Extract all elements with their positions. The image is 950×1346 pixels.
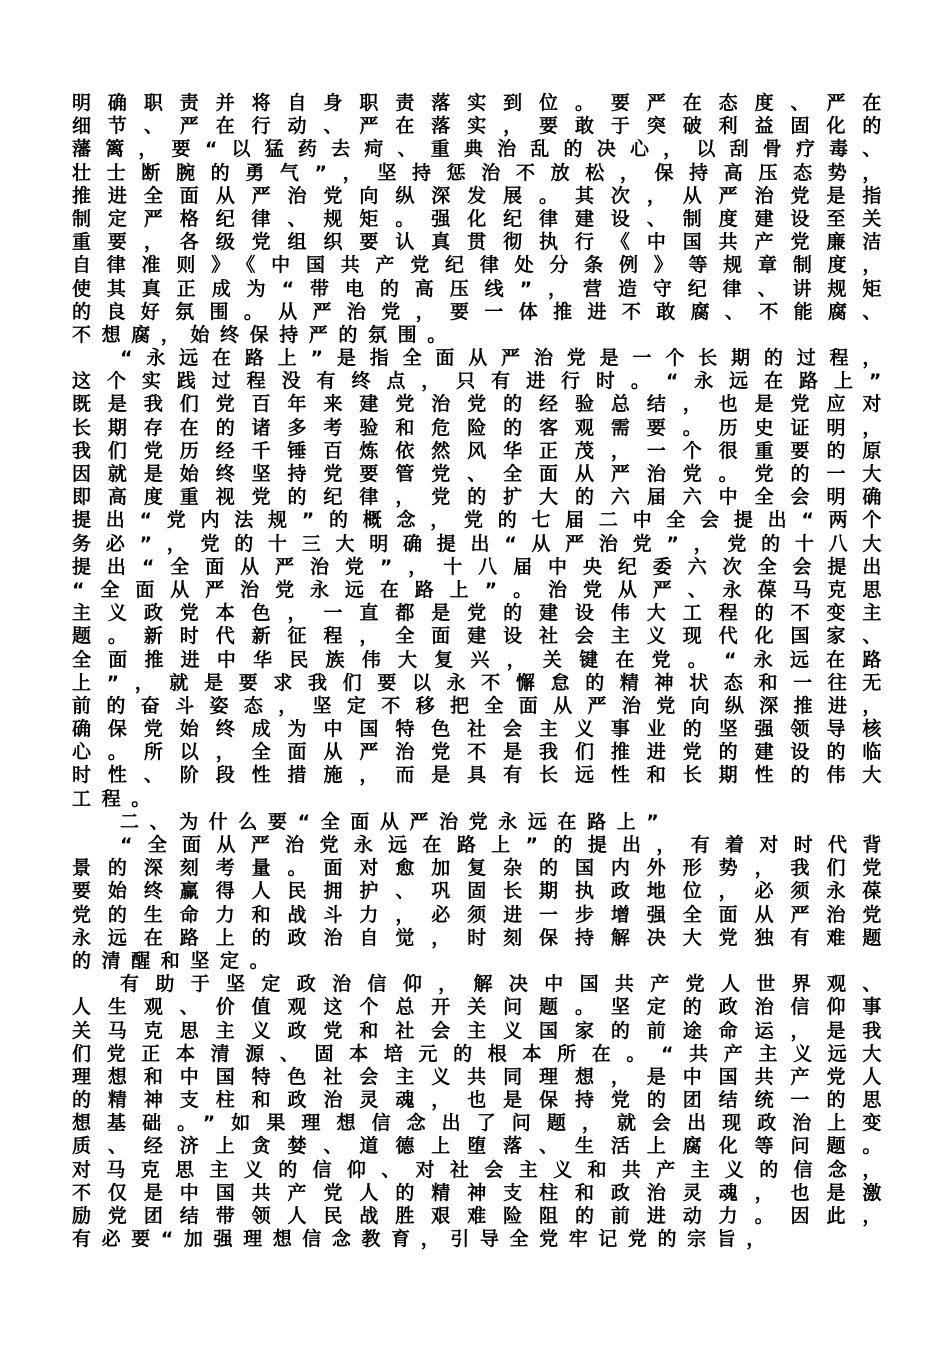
text-line: 上”，就是要求我们要以永不懈怠的精神状态和一往无 — [72, 671, 892, 694]
text-line: 的良好氛围。从严治党，要一体推进不敢腐、不能腐、 — [72, 300, 892, 323]
text-line: 的精神支柱和政治灵魂，也是保持党的团结统一的思 — [72, 1089, 892, 1112]
text-line: 提出“全面从严治党”，十八届中央纪委六次全会提出 — [72, 555, 892, 578]
text-line: 明确职责并将自身职责落实到位。要严在态度、严在 — [72, 92, 892, 114]
paragraph — [72, 834, 892, 973]
text-line: 自律准则》《中国共产党纪律处分条例》等规章制度， — [72, 254, 892, 277]
text-line: 确保党始终成为中国特色社会主义事业的坚强领导核 — [72, 718, 892, 741]
heading-line: 二、为什么要“全面从严治党永远在路上” — [120, 810, 670, 833]
text-line: 长期存在的诸多考验和危险的客观需要。历史证明， — [72, 416, 892, 439]
text-line: 不想腐，始终保持严的氛围。 — [72, 323, 457, 346]
text-line: 不仅是中国共产党人的精神支柱和政治灵魂，也是激 — [72, 1181, 892, 1204]
text-line: 有助于坚定政治信仰，解决中国共产党人世界观、 — [120, 973, 892, 996]
text-line: 题。新时代新征程，全面建设社会主义现代化国家、 — [72, 625, 892, 648]
text-line: 因就是始终坚持党要管党、全面从严治党。党的一大 — [72, 463, 892, 485]
text-line: 细节、严在行动、严在落实，要敢于突破利益固化的 — [72, 115, 892, 138]
text-line: 有必要“加强理想信念教育，引导全党牢记党的宗旨， — [72, 1228, 776, 1251]
text-line: 既是我们党百年来建党治党的经验总结，也是党应对 — [72, 393, 892, 416]
text-line: 推进全面从严治党向纵深发展。其次，从严治党是指 — [72, 184, 892, 207]
text-line: “永远在路上”是指全面从严治党是一个长期的过程， — [120, 347, 892, 370]
text-line: “全面从严治党永远在路上”。治党从严、永葆马克思 — [72, 578, 892, 601]
text-line: 工程。 — [72, 787, 161, 810]
text-line: 时性、阶段性措施，而是具有长远性和长期性的伟大 — [72, 764, 892, 787]
text-line: 藩篱，要“以猛药去疴、重典治乱的决心，以刮骨疗毒、 — [72, 138, 892, 161]
text-line: 人生观、价值观这个总开关问题。坚定的政治信仰事 — [72, 996, 892, 1019]
text-line: 对马克思主义的信仰、对社会主义和共产主义的信念， — [72, 1158, 892, 1181]
section-heading — [72, 811, 892, 834]
text-line: 心。所以，全面从严治党不是我们推进党的建设的临 — [72, 741, 892, 764]
text-line: 要始终赢得人民拥护、巩固长期执政地位，必须永葆 — [72, 880, 892, 903]
text-line: 党的生命力和战斗力，必须进一步增强全面从严治党 — [72, 903, 892, 926]
text-line: 的清醒和坚定。 — [72, 949, 280, 972]
text-line: 重要，各级党组织要认真贯彻执行《中国共产党廉洁 — [72, 231, 892, 254]
text-line: 永远在路上的政治自觉，时刻保持解决大党独有难题 — [72, 926, 892, 949]
text-line: 想基础。”如果理想信念出了问题，就会出现政治上变 — [72, 1112, 892, 1135]
text-line: 使其真正成为“带电的高压线”，营造守纪律、讲规矩 — [72, 277, 892, 300]
text-line: 我们党历经千锤百炼依然风华正茂，一个很重要的原 — [72, 439, 892, 462]
text-line: 前的奋斗姿态，坚定不移把全面从严治党向纵深推进， — [72, 694, 892, 717]
text-line: 主义政党本色，一直都是党的建设伟大工程的不变主 — [72, 602, 892, 625]
text-line: 全面推进中华民族伟大复兴，关键在党。“永远在路 — [72, 648, 892, 671]
text-line: 励党团结带领人民战胜艰难险阻的前进动力。因此， — [72, 1205, 892, 1227]
text-line: 质、经济上贪婪、道德上堕落、生活上腐化等问题。 — [72, 1135, 892, 1158]
paragraph — [72, 347, 892, 811]
text-line: 务必”，党的十三大明确提出“从严治党”，党的十八大 — [72, 532, 892, 555]
text-line: 关马克思主义政党和社会主义国家的前途命运，是我 — [72, 1019, 892, 1042]
text-line: 提出“党内法规”的概念，党的七届二中全会提出“两个 — [72, 509, 892, 532]
text-line: “全面从严治党永远在路上”的提出，有着对时代背 — [120, 834, 892, 856]
text-line: 即高度重视党的纪律，党的扩大的六届六中全会明确 — [72, 486, 892, 509]
text-line: 理想和中国特色社会主义共同理想，是中国共产党人 — [72, 1065, 892, 1088]
text-line: 这个实践过程没有终点，只有进行时。“永远在路上” — [72, 370, 892, 393]
text-line: 壮士断腕的勇气”，坚持惩治不放松，保持高压态势， — [72, 161, 892, 184]
text-line: 景的深刻考量。面对愈加复杂的国内外形势，我们党 — [72, 857, 892, 880]
paragraph — [72, 973, 892, 1251]
paragraph — [72, 92, 892, 347]
text-line: 制定严格纪律、规矩。强化纪律建设、制度建设至关 — [72, 207, 892, 230]
document-body — [72, 92, 892, 1251]
text-line: 们党正本清源、固本培元的根本所在。“共产主义远大 — [72, 1042, 892, 1065]
